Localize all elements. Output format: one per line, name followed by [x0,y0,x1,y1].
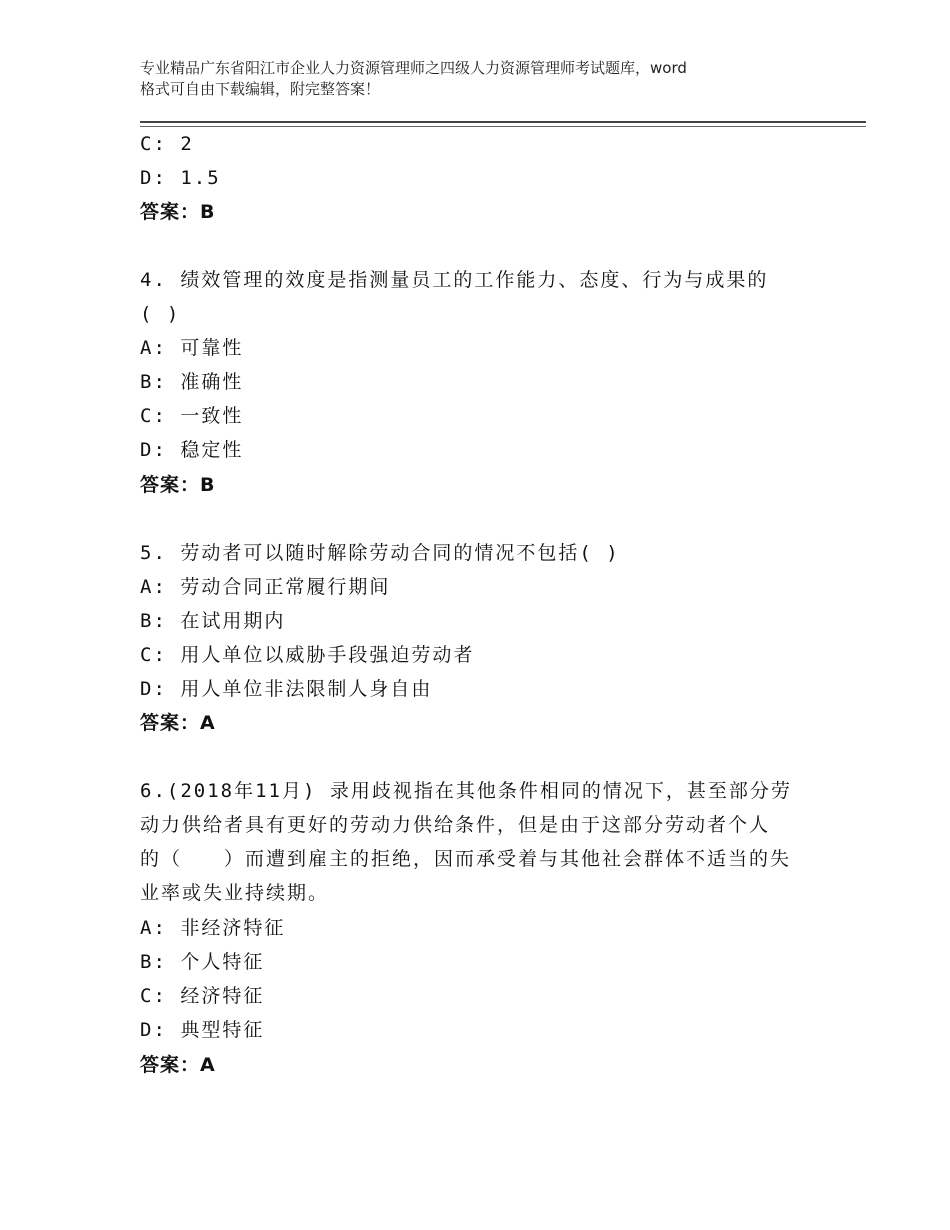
q6-option-a: A: 非经济特征 [140,917,286,939]
q4-answer: 答案：B [140,474,216,496]
q5-stem-line1: 5. 劳动者可以随时解除劳动合同的情况不包括( ) [140,542,620,564]
header-divider-thick [140,121,866,123]
header-divider-thin [140,126,866,127]
header-title-line1: 专业精品广东省阳江市企业人力资源管理师之四级人力资源管理师考试题库，word [140,59,687,77]
q5-option-d: D: 用人单位非法限制人身自由 [140,678,433,700]
q5-option-c: C: 用人单位以威胁手段强迫劳动者 [140,644,475,666]
q4-option-c: C: 一致性 [140,405,244,427]
q6-stem-line1: 6.(2018年11月) 录用歧视指在其他条件相同的情况下，甚至部分劳 [140,780,792,802]
q5-option-b: B: 在试用期内 [140,610,286,632]
header-title-line2: 格式可自由下载编辑，附完整答案！ [140,80,381,98]
q4-option-a: A: 可靠性 [140,337,244,359]
q3-answer: 答案：B [140,201,216,223]
q4-stem-line2: ( ) [140,303,181,325]
q6-option-d: D: 典型特征 [140,1019,265,1041]
q6-stem-line2: 动力供给者具有更好的劳动力供给条件，但是由于这部分劳动者个人 [140,814,771,836]
q5-answer: 答案：A [140,712,216,734]
q6-answer: 答案：A [140,1054,216,1076]
page-header [140,58,840,100]
q3-option-d: D: 1.5 [140,167,221,189]
q6-option-c: C: 经济特征 [140,985,265,1007]
q6-stem-line3: 的（ ）而遭到雇主的拒绝，因而承受着与其他社会群体不适当的失 [140,848,792,870]
q6-option-b: B: 个人特征 [140,951,265,973]
q3-option-c: C: 2 [140,133,194,155]
q5-option-a: A: 劳动合同正常履行期间 [140,576,391,598]
q4-option-b: B: 准确性 [140,371,244,393]
q6-stem-line4: 业率或失业持续期。 [140,882,330,904]
q4-stem-line1: 4. 绩效管理的效度是指测量员工的工作能力、态度、行为与成果的 [140,269,769,291]
q4-option-d: D: 稳定性 [140,439,244,461]
